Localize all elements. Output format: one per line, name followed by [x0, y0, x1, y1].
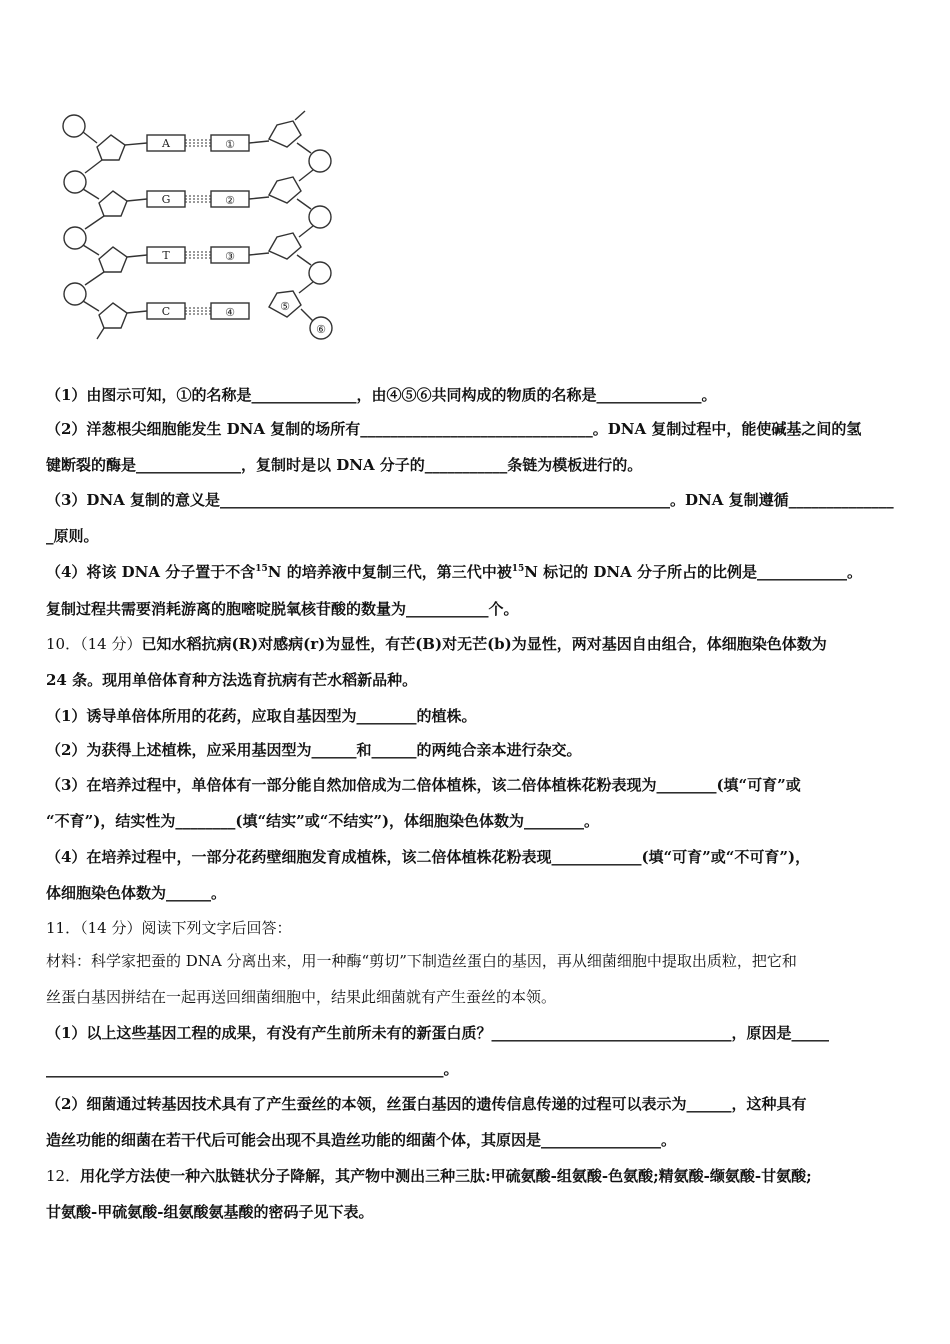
phosphate-circle [309, 262, 331, 284]
q9-p4-post: N 标记的 DNA 分子所占的比例是____________。 [524, 563, 862, 581]
q11-part2-line1: （2）细菌通过转基因技术具有了产生蚕丝的本领，丝蛋白基因的遗传信息传递的过程可以表示为______，这种具有 [46, 1095, 807, 1113]
deoxyribose-pentagon [269, 177, 301, 203]
label-6: ⑥ [316, 323, 326, 336]
isotope-superscript: 15 [255, 564, 268, 574]
q11-instruction: 阅读下列文字后回答： [141, 919, 292, 937]
q10-part4-line1: （4）在培养过程中，一部分花药壁细胞发育成植株，该二倍体植株花粉表现____________(填“可育”或“不可育”)， [46, 848, 811, 866]
q11-part1-line1: （1）以上这些基因工程的成果，有没有产生前所未有的新蛋白质？________________________________，原因是_____ [46, 1024, 829, 1042]
phosphate-circle [63, 115, 85, 137]
q11-part1-line2: _____________________________________________________。 [46, 1060, 459, 1078]
q9-part1: （1）由图示可知，①的名称是______________，由④⑤⑥共同构成的物质的名称是______________。 [46, 386, 717, 404]
q9-part2-line2: 键断裂的酶是______________，复制时是以 DNA 分子的___________条链为模板进行的。 [46, 456, 643, 474]
q9-p4-pre: （4）将该 DNA 分子置于不含 [46, 563, 256, 581]
q10-stem-line1 [46, 634, 827, 654]
base-label-right: ① [225, 138, 235, 151]
phosphate-circle [64, 227, 86, 249]
q11-number: 11．（14 分） [46, 919, 142, 937]
dna-structure-diagram [55, 105, 355, 350]
deoxyribose-pentagon [99, 247, 127, 272]
q10-part4-line2: 体细胞染色体数为______。 [46, 884, 227, 902]
deoxyribose-pentagon [99, 303, 127, 328]
isotope-superscript: 15 [511, 564, 525, 574]
q12-stem-line2: 甘氨酸-甲硫氨酸-组氨酸氨基酸的密码子见下表。 [46, 1203, 374, 1221]
deoxyribose-pentagon [269, 121, 301, 147]
q9-p4-mid: N 的培养液中复制三代，第三代中被 [267, 563, 512, 581]
phosphate-circle [64, 171, 86, 193]
base-label-right: ④ [225, 306, 235, 319]
q12-number: 12． [46, 1167, 81, 1185]
q9-part4-line2: 复制过程共需要消耗游离的胞嘧啶脱氧核苷酸的数量为___________个。 [46, 600, 519, 618]
deoxyribose-pentagon [269, 233, 301, 259]
q10-number: 10．（14 分） [46, 635, 142, 653]
q10-stem-line2: 24 条。现用单倍体育种方法选育抗病有芒水稻新品种。 [46, 671, 418, 689]
label-5: ⑤ [280, 300, 290, 313]
base-label-left: A [162, 137, 170, 150]
q10-part2: （2）为获得上述植株，应采用基因型为______和______的两纯合亲本进行杂交。 [46, 741, 582, 759]
q11-part2-line2: 造丝功能的细菌在若干代后可能会出现不具造丝功能的细菌个体，其原因是________________。 [46, 1131, 677, 1149]
deoxyribose-pentagon [97, 135, 125, 160]
q10-stem: 已知水稻抗病(R)对感病(r)为显性，有芒(B)对无芒(b)为显性，两对基因自由组合，体细胞染色体数为 [141, 635, 827, 653]
base-label-left: G [161, 193, 171, 206]
base-label-left: T [162, 249, 170, 262]
q11-material-line2: 丝蛋白基因拼结在一起再送回细菌细胞中，结果此细菌就有产生蚕丝的本领。 [46, 988, 557, 1006]
phosphate-circle [309, 150, 331, 172]
q9-part4-line1 [46, 562, 862, 582]
phosphate-circle [64, 283, 86, 305]
q9-part2-line1: （2）洋葱根尖细胞能发生 DNA 复制的场所有_______________________________。DNA 复制过程中，能使碱基之间的氢 [46, 420, 862, 438]
q9-part3-line2: _原则。 [46, 527, 99, 545]
base-label-right: ② [225, 194, 235, 207]
q11-stem [46, 918, 291, 938]
deoxyribose-pentagon [99, 191, 127, 216]
q12-stem: 用化学方法使一种六肽链状分子降解，其产物中测出三种三肽:甲硫氨酸-组氨酸-色氨酸;精氨酸-缬氨酸-甘氨酸; [80, 1167, 812, 1185]
base-label-left: C [161, 305, 171, 318]
q9-part3-line1: （3）DNA 复制的意义是____________________________________________________________。DNA 复制遵循______________ [46, 491, 894, 509]
q12-stem-line1 [46, 1166, 812, 1186]
q10-part1: （1）诱导单倍体所用的花药，应取自基因型为________的植株。 [46, 707, 477, 725]
q10-part3-line1: （3）在培养过程中，单倍体有一部分能自然加倍成为二倍体植株，该二倍体植株花粉表现为________(填“可育”或 [46, 776, 801, 794]
phosphate-circle [309, 206, 331, 228]
q10-part3-line2: “不育”)，结实性为________(填“结实”或“不结实”)，体细胞染色体数为________。 [46, 812, 600, 830]
q11-material-line1: 材料：科学家把蚕的 DNA 分离出来，用一种酶“剪切”下制造丝蛋白的基因，再从细菌细胞中提取出质粒，把它和 [46, 952, 797, 970]
base-label-right: ③ [225, 250, 235, 263]
